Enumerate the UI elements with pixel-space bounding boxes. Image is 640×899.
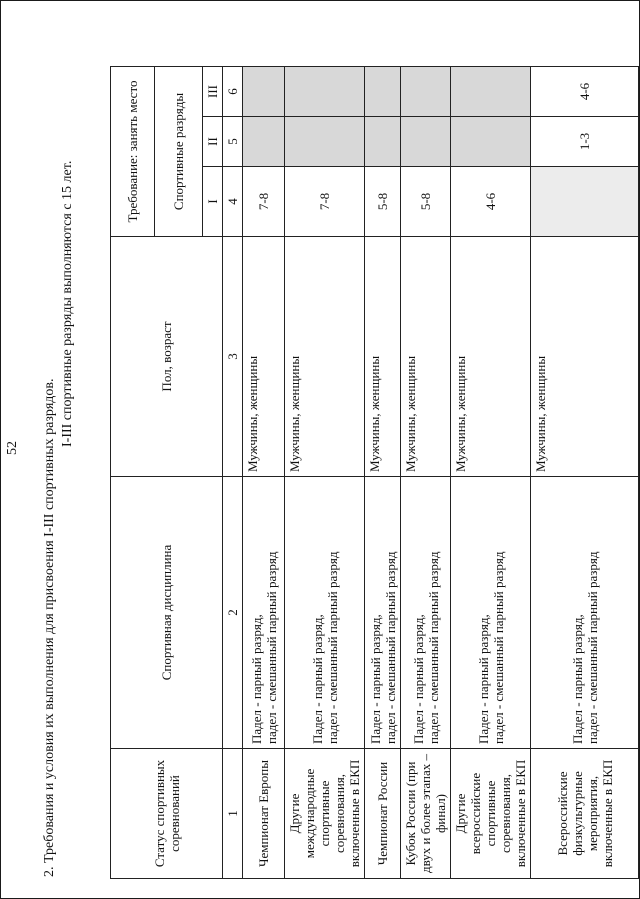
discipline-line: Падел - парный разряд, — [475, 614, 491, 744]
header-row-1 — [111, 66, 155, 878]
column-number: 4 — [223, 167, 243, 237]
column-number: 5 — [223, 117, 243, 167]
table-row — [365, 66, 401, 878]
row-rank-2 — [401, 117, 451, 167]
header-requirement: Требование: занять место — [111, 66, 155, 236]
row-rank-3 — [451, 66, 531, 116]
page-number: 52 — [5, 441, 20, 455]
row-gender: Мужчины, женщины — [285, 237, 365, 477]
header-rank-1: I — [203, 167, 223, 237]
header-rank-3: III — [203, 66, 223, 116]
discipline-line: Падел - парный разряд, — [248, 614, 264, 744]
column-number: 2 — [223, 477, 243, 749]
header-gender-age: Пол, возраст — [111, 237, 223, 477]
row-rank-1: 4-6 — [451, 167, 531, 237]
discipline-line: Падел - парный разряд, — [367, 614, 383, 744]
row-rank-1: 5-8 — [365, 167, 401, 237]
row-status: Всероссийские физкультурные мероприятия, включенные в ЕКП — [531, 749, 639, 879]
row-rank-1: 5-8 — [401, 167, 451, 237]
requirements-table — [110, 66, 639, 879]
table-row — [451, 66, 531, 878]
row-discipline — [531, 477, 639, 749]
column-number: 1 — [223, 749, 243, 879]
table-row — [285, 66, 365, 878]
header-ranks: Спортивные разряды — [155, 66, 203, 236]
row-rank-3 — [285, 66, 365, 116]
table-row — [401, 66, 451, 878]
discipline-line: падел - смешанный парный разряд — [263, 551, 279, 744]
row-gender: Мужчины, женщины — [243, 237, 285, 477]
row-gender: Мужчины, женщины — [401, 237, 451, 477]
column-number: 3 — [223, 237, 243, 477]
section-subheading: I-III спортивные разряды выполняются с 15 лет. — [60, 160, 75, 447]
row-rank-1 — [531, 167, 639, 237]
header-rank-2: II — [203, 117, 223, 167]
table-row — [531, 66, 639, 878]
row-rank-2 — [365, 117, 401, 167]
row-status: Чемпионат России — [365, 749, 401, 879]
row-status: Чемпионат Европы — [243, 749, 285, 879]
row-status: Кубок России (при двух и более этапах – финал) — [401, 749, 451, 879]
row-status: Другие международные спортивные соревнования, включенные в ЕКП — [285, 749, 365, 879]
discipline-line: падел - смешанный парный разряд — [324, 551, 340, 744]
row-rank-1: 7-8 — [285, 167, 365, 237]
section-heading: 2. Требования и условия их выполнения для присвоения I-III спортивных разрядов. — [42, 378, 57, 877]
discipline-line: падел - смешанный парный разряд — [425, 551, 441, 744]
row-status: Другие всероссийские спортивные соревнования, включенные в ЕКП — [451, 749, 531, 879]
row-rank-3 — [401, 66, 451, 116]
column-number: 6 — [223, 66, 243, 116]
header-discipline: Спортивная дисциплина — [111, 477, 223, 749]
discipline-line: Падел - парный разряд, — [410, 614, 426, 744]
discipline-line: падел - смешанный парный разряд — [490, 551, 506, 744]
row-discipline — [243, 477, 285, 749]
row-rank-3 — [243, 66, 285, 116]
discipline-line: падел - смешанный парный разряд — [382, 551, 398, 744]
row-discipline — [401, 477, 451, 749]
row-gender: Мужчины, женщины — [365, 237, 401, 477]
row-discipline — [451, 477, 531, 749]
discipline-line: падел - смешанный парный разряд — [584, 551, 600, 744]
row-rank-2 — [243, 117, 285, 167]
discipline-line: Падел - парный разряд, — [309, 614, 325, 744]
row-rank-2: 1-3 — [531, 117, 639, 167]
row-rank-2 — [451, 117, 531, 167]
header-status: Статус спортивных соревнований — [111, 749, 223, 879]
column-number-row — [223, 66, 243, 878]
row-gender: Мужчины, женщины — [451, 237, 531, 477]
table-row — [243, 66, 285, 878]
row-rank-2 — [285, 117, 365, 167]
discipline-line: Падел - парный разряд, — [569, 614, 585, 744]
row-discipline — [285, 477, 365, 749]
row-rank-1: 7-8 — [243, 167, 285, 237]
row-rank-3: 4-6 — [531, 66, 639, 116]
row-gender: Мужчины, женщины — [531, 237, 639, 477]
row-rank-3 — [365, 66, 401, 116]
row-discipline — [365, 477, 401, 749]
